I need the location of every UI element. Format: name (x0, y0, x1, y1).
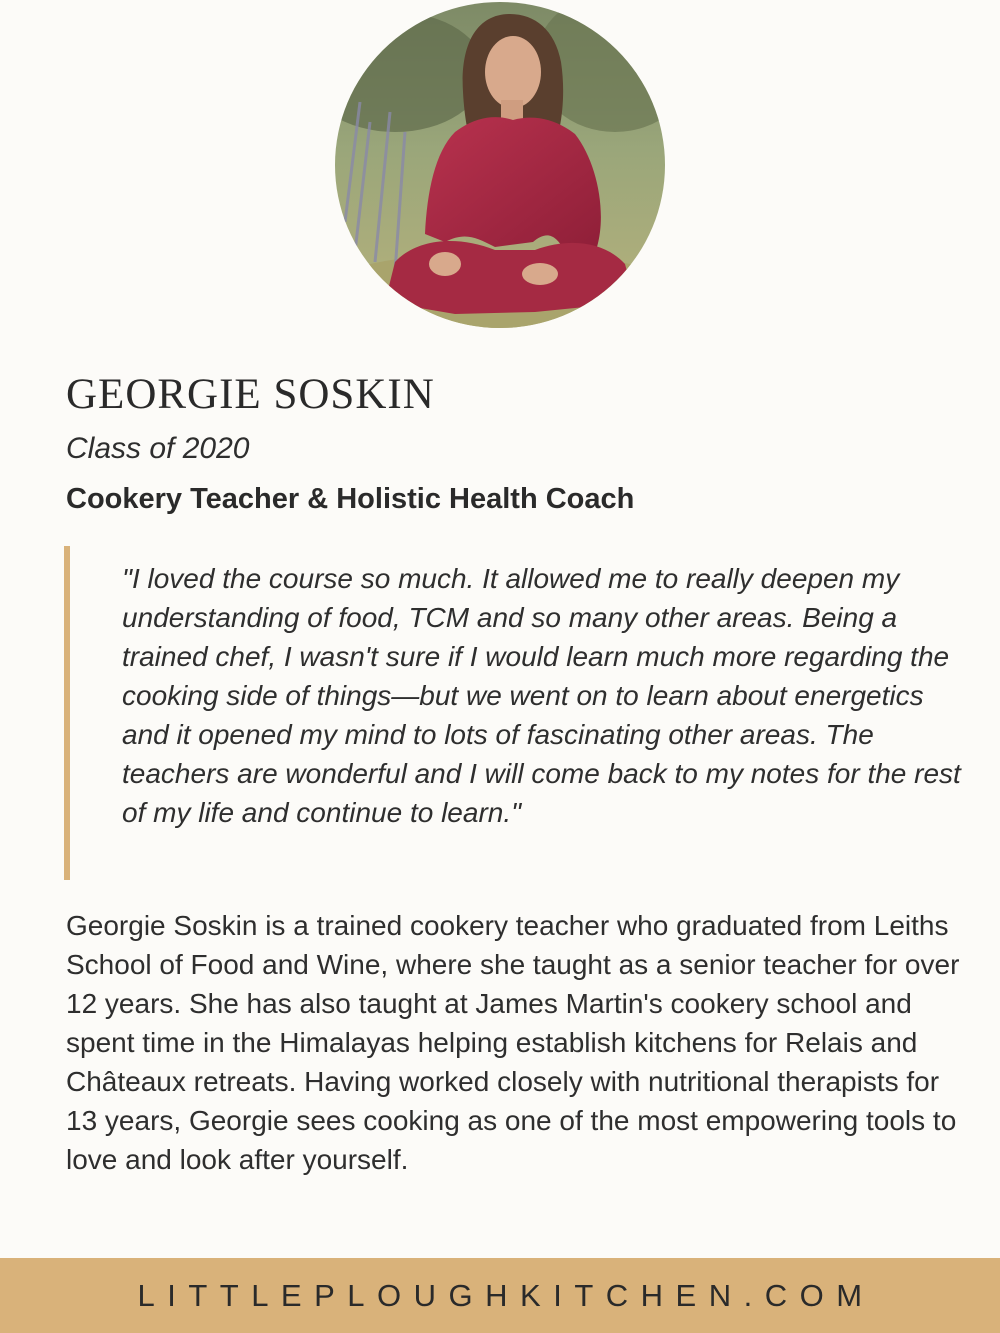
job-title: Cookery Teacher & Holistic Health Coach (66, 483, 635, 515)
quote-accent-bar (64, 546, 70, 880)
footer-banner (0, 1258, 1000, 1333)
class-year: Class of 2020 (66, 432, 250, 465)
website-link[interactable]: LITTLEPLOUGHKITCHEN.COM (137, 1277, 875, 1313)
biography-text: Georgie Soskin is a trained cookery teacher who graduated from Leiths School of Food and Wine, where she taught as a senior teacher for over 12 years. She has also taught at James Martin's cookery school and spent time in the Himalayas helping establish kitchens for Relais and Châteaux retreats. Having worked closely with nutritional therapists for 13 years, Georgie sees cooking as one of the most empowering tools to love and look after yourself. (66, 910, 960, 1175)
profile-photo (335, 2, 665, 328)
testimonial-quote: "I loved the course so much. It allowed me to really deepen my understanding of food, TCM and so many other areas. Being a trained chef, I wasn't sure if I would learn much more regarding the cooking side of things—but we went on to learn about energetics and it opened my mind to lots of fascinating other areas. The teachers are wonderful and I will come back to my notes for the rest of my life and continue to learn." (122, 563, 961, 828)
person-name: GEORGIE SOSKIN (66, 371, 435, 418)
